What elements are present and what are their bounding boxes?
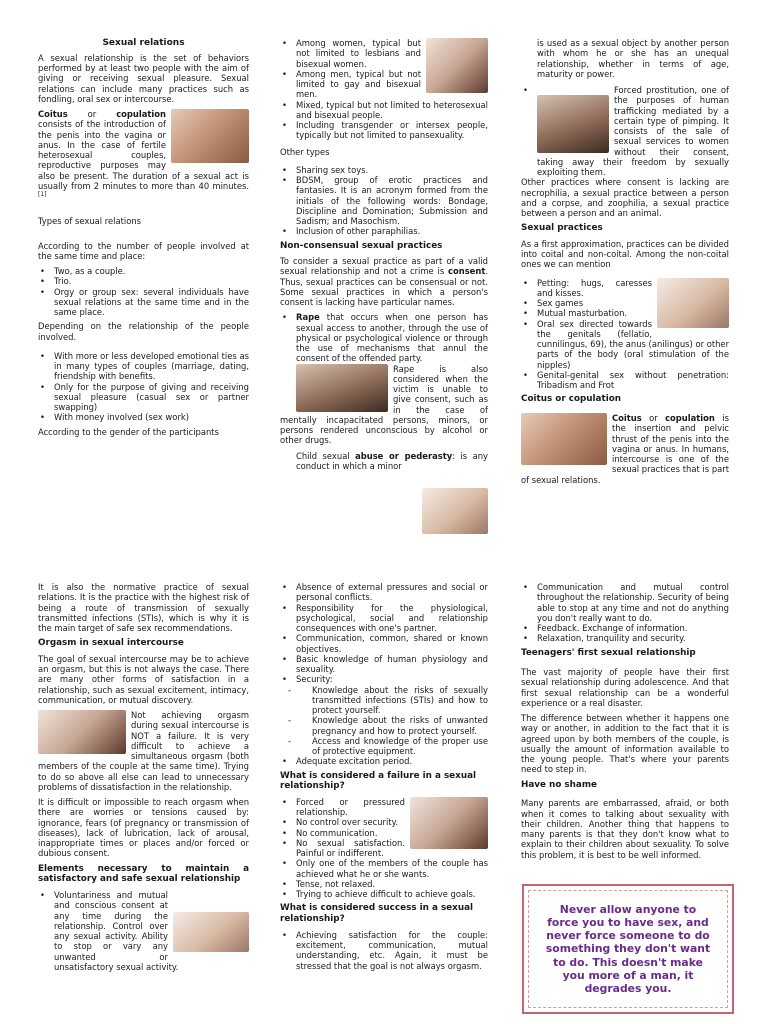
child-photo: [422, 488, 488, 534]
coitus-paragraph: Coitus or copulation is the insertion and pelvic thrust of the penis into the vagina or anus. In humans, intercourse is one of the sexual practices that is part of sexual relations.: [521, 413, 729, 485]
list-item: - Access and knowledge of the proper use of protective equipment.: [280, 736, 488, 757]
list-item: • Tense, not relaxed.: [280, 879, 488, 889]
relationship-list: [38, 351, 249, 423]
rape-list: [280, 312, 488, 363]
section-title: Sexual relations: [102, 38, 185, 48]
list-item: • No sexual satisfaction. Painful or indifferent.: [280, 838, 488, 859]
elements-heading: Elements necessary to maintain a satisfactory and safe sexual relationship: [38, 863, 249, 885]
list-item: • No control over security.: [280, 817, 488, 827]
couple-photo: [173, 912, 249, 952]
coitus-heading: Coitus or copulation: [521, 394, 622, 405]
conditions-list: [280, 582, 488, 685]
relationship-intro: Depending on the relationship of the people involved.: [38, 321, 249, 342]
list-item: • Forced or pressured relationship.: [280, 797, 488, 818]
list-item: • BDSM, group of erotic practices and fantasies. It is an acronym formed from the initials of the following words: Bondage, Discipline and Domination; Submission and Sadism; and Masochism.: [280, 175, 488, 226]
elements-list: [38, 890, 249, 972]
quote-text: Never allow anyone to force you to have sex, and never force someone to do something they don't want to do. This doesn't make you more of a man, it degrades you.: [528, 890, 728, 1008]
prostitution-list: [521, 85, 729, 177]
teen-paragraph-1: The vast majority of people have their first sexual relationship during adolescence. And that first sexual relationship can be a wonderful experience or a real disaster.: [521, 667, 729, 708]
success-list: [280, 930, 488, 971]
list-item: • With money involved (sex work): [38, 412, 249, 422]
child-abuse-paragraph: Child sexual abuse or pederasty: is any conduct in which a minor: [296, 450, 488, 471]
column-2: [280, 38, 488, 476]
list-item: • Trying to achieve difficult to achieve goals.: [280, 889, 488, 899]
column-5: [280, 582, 488, 975]
list-item: • Adequate excitation period.: [280, 756, 488, 766]
number-intro: According to the number of people involved at the same time and place:: [38, 240, 249, 261]
nonconsensual-heading: Non-consensual sexual practices: [280, 240, 443, 251]
conditions-list: [521, 582, 729, 644]
footnote-link[interactable]: [1]: [38, 191, 47, 199]
list-item: • Including transgender or intersex people, typically but not limited to pansexuality.: [280, 120, 488, 141]
shame-paragraph: Many parents are embarrassed, afraid, or both when it comes to talking about sexuality with their children. Another thing that happens to many parents is that they don't know what to explain to their children about sexuality. To solve this problem, it is best to be well informed.: [521, 798, 729, 860]
failure-heading: What is considered a failure in a sexual relationship?: [280, 770, 477, 792]
list-item: • Trio.: [38, 276, 249, 286]
list-item: • Communication, common, shared or known objectives.: [280, 633, 488, 654]
list-item: • Only one of the members of the couple has achieved what he or she wants.: [280, 858, 488, 879]
quote-box: [522, 884, 734, 1014]
list-item: • Relaxation, tranquility and security.: [521, 633, 729, 643]
gender-intro: According to the gender of the participants: [38, 426, 219, 437]
list-item: • Oral sex directed towards the genitals (fellatio, cunnilingus, 69), the anus (anilingus) or other parts of the body (oral stimulation of the nipples): [521, 319, 729, 370]
column-4: [38, 582, 249, 976]
list-item: • No communication.: [280, 828, 488, 838]
list-item: - Knowledge about the risks of unwanted pregnancy and how to protect yourself.: [280, 715, 488, 736]
orgasm-paragraph-2: Not achieving orgasm during sexual intercourse is NOT a failure. It is very difficult to achieve a simultaneous orgasm (both members of the couple at the same time). Trying to do so above all else can lead to unnecessary problems of dissatisfaction in the relationship.: [38, 710, 249, 792]
types-heading: Types of sexual relations: [38, 216, 142, 227]
list-item: • Only for the purpose of giving and receiving sexual pleasure (casual sex or partner swapping): [38, 382, 249, 413]
list-item: • Rape that occurs when one person has sexual access to another, through the use of physical or psychological violence or through the use of mechanisms that annul the consent of the offended party.: [280, 312, 488, 363]
gender-list: [280, 38, 488, 141]
practices-heading: Sexual practices: [521, 223, 603, 234]
orgasm-paragraph-3: It is difficult or impossible to reach orgasm when there are worries or tensions caused by: ignorance, fears (of pregnancy or transmission of diseases), lack of lubrication, lack of arousal, inappropriate times or places and/or forced or dubious consent.: [38, 797, 249, 859]
orgasm-paragraph-1: The goal of sexual intercourse may be to achieve an orgasm, but this is not always the case. There are many other forms of satisfaction in a relationship, such as sexual excitement, intimacy, communication, or mutual discovery.: [38, 653, 249, 705]
couple-photo: [171, 109, 249, 163]
list-item: • Sex games: [521, 298, 729, 308]
list-item: • Among men, typical but not limited to gay and bisexual men.: [280, 69, 488, 100]
conditions-list-end: [280, 756, 488, 766]
teen-paragraph-2: The difference between whether it happens one way or another, in addition to the fact that it is agreed upon by both members of the couple, is usually the amount of information available to the young people. That's where your parents need to step in.: [521, 713, 729, 775]
list-item: • Feedback. Exchange of information.: [521, 623, 729, 633]
teen-heading: Teenagers' first sexual relationship: [521, 647, 696, 658]
list-item: • Orgy or group sex: several individuals have sexual relations at the same time and in the same place.: [38, 287, 249, 318]
column-3: [521, 38, 729, 490]
list-item: • Sharing sex toys.: [280, 165, 488, 175]
success-heading: What is considered success in a sexual relationship?: [280, 903, 474, 925]
practices-list: [521, 278, 729, 391]
number-list: [38, 266, 249, 317]
failure-list: [280, 797, 488, 900]
list-item: • Petting: hugs, caresses and kisses.: [521, 278, 729, 299]
list-item: • Achieving satisfaction for the couple: excitement, communication, mutual understanding, etc. Again, it must be stressed that the goal is not always orgasm.: [280, 930, 488, 971]
column-6: [521, 582, 729, 865]
list-item: • With more or less developed emotional ties as in many types of couples (marriage, dating, friendship with benefits.: [38, 351, 249, 382]
list-item: • Absence of external pressures and social or personal conflicts.: [280, 582, 488, 603]
rape-paragraph: Rape is also considered when the victim is unable to give consent, such as in the case of mentally incapacitated persons, minors, or persons rendered unconscious by alcohol or other drugs.: [280, 363, 488, 446]
list-item: • Voluntariness and mutual and conscious consent at any time during the relationship. Control over any sexual activity. Ability to stop or vary any unwanted or unsatisfactory sexual activity.: [38, 890, 249, 972]
intro-paragraph: It is also the normative practice of sexual relations. It is the practice with the highest risk of being a route of transmission of sexually transmitted infections (STIs), which is why it is the main target of safe sex recommendations.: [38, 582, 249, 633]
shame-heading: Have no shame: [521, 779, 597, 790]
list-item: • Basic knowledge of human physiology and sexuality.: [280, 654, 488, 675]
list-item: • Genital-genital sex without penetration: Tribadism and Frot: [521, 370, 729, 391]
coitus-paragraph: Coitus or copulation consists of the introduction of the penis into the vagina or anus. In the case of fertile heterosexual couples, reproductive purposes may also be present. The duration of a sexual act is usually from 2 minutes to more than 40 minutes.[1]: [38, 109, 249, 199]
practices-intro: As a first approximation, practices can be divided into coital and non-coital. Among the non-coital ones we can mention: [521, 238, 729, 270]
list-item: • Forced prostitution, one of the purposes of human trafficking mediated by a certain type of pimping. It consists of the sale of sexual services to women without their consent, taking away their freedom by sexually exploiting them.: [521, 85, 729, 177]
list-item: • Security:: [280, 674, 488, 684]
list-item: • Responsibility for the physiological, psychological, social and relationship consequences with one's partner.: [280, 603, 488, 634]
orgasm-heading: Orgasm in sexual intercourse: [38, 638, 184, 649]
list-item: • Communication and mutual control throughout the relationship. Security of being able to stop at any time and not do anything you don't really want to do.: [521, 582, 729, 623]
couple-photo: [521, 413, 607, 465]
intro-paragraph: A sexual relationship is the set of behaviors performed by at least two people with the aim of giving or receiving sexual pleasure. Sexual relations can include many practices such as fondling, oral sex or intercourse.: [38, 52, 249, 104]
other-list: [280, 165, 488, 237]
couple-photo: [38, 710, 126, 754]
other-practices-paragraph: Other practices where consent is lacking are necrophilia, a sexual practice between a person and a corpse, and zoophilia, a sexual practice between a person and an animal.: [521, 177, 729, 218]
list-item: - Knowledge about the risks of sexually transmitted infections (STIs) and how to protect yourself.: [280, 685, 488, 716]
list-item: • Two, as a couple.: [38, 266, 249, 276]
security-list: [280, 685, 488, 757]
trafficking-photo: [537, 95, 609, 153]
continuation-paragraph: is used as a sexual object by another person with whom he or she has an unequal relationship, whether in terms of age, maturity or power.: [537, 38, 729, 79]
list-item: • Mutual masturbation.: [521, 308, 729, 318]
other-types-label: Other types: [280, 146, 330, 157]
nonconsensual-paragraph: To consider a sexual practice as part of a valid sexual relationship and not a crime is consent. Thus, sexual practices can be consensual or not. Some sexual practices in which a person's consent is lacking have particular names.: [280, 256, 488, 308]
list-item: • Among women, typical but not limited to lesbians and bisexual women.: [280, 38, 488, 69]
column-1: [38, 38, 249, 442]
list-item: • Inclusion of other paraphilias.: [280, 226, 488, 236]
victim-photo: [296, 364, 388, 412]
list-item: • Mixed, typical but not limited to heterosexual and bisexual people.: [280, 100, 488, 121]
